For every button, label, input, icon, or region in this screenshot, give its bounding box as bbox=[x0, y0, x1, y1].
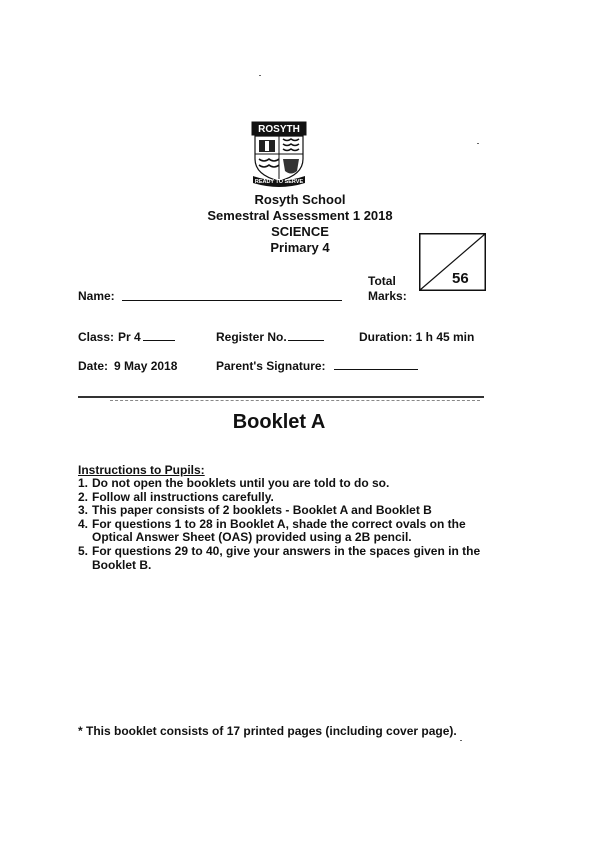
booklet-title: Booklet A bbox=[232, 411, 326, 433]
date-value: 9 May 2018 bbox=[114, 359, 178, 373]
subject-title: SCIENCE bbox=[271, 224, 329, 239]
school-crest-logo bbox=[251, 121, 307, 187]
list-item-text: Follow all instructions carefully. bbox=[92, 489, 274, 504]
exam-title: Semestral Assessment 1 2018 bbox=[207, 208, 393, 223]
list-item-number: 1. bbox=[78, 476, 89, 490]
list-item-text: For questions 29 to 40, give your answers in the spaces given in the Booklet B. bbox=[92, 543, 481, 572]
name-field-line[interactable] bbox=[122, 300, 342, 301]
scan-speck bbox=[460, 740, 462, 741]
date-field bbox=[78, 359, 177, 373]
instructions-heading: Instructions to Pupils: bbox=[78, 463, 205, 477]
duration-label: Duration: 1 h 45 min bbox=[359, 330, 475, 344]
list-item-text: Do not open the booklets until you are told to do so. bbox=[92, 476, 390, 490]
signature-field bbox=[216, 359, 418, 373]
school-name: Rosyth School bbox=[254, 192, 346, 207]
total-marks-label-line2: Marks: bbox=[368, 289, 407, 303]
register-label: Register No. bbox=[216, 330, 287, 344]
name-label: Name: bbox=[78, 289, 115, 303]
scan-speck bbox=[259, 75, 261, 76]
list-item bbox=[78, 477, 498, 491]
list-item-number: 3. bbox=[78, 503, 89, 518]
list-item bbox=[78, 545, 498, 572]
list-item-number: 2. bbox=[78, 489, 89, 504]
list-item-number: 4. bbox=[78, 516, 89, 531]
list-item-number: 5. bbox=[78, 543, 89, 558]
total-marks-label-line1: Total bbox=[368, 274, 396, 288]
class-label: Class: bbox=[78, 330, 115, 344]
section-divider-shadow bbox=[110, 400, 480, 401]
crest-banner-text: ROSYTH bbox=[258, 124, 300, 135]
list-item bbox=[78, 491, 498, 505]
crest-motto-text: READY TO SERVE bbox=[254, 179, 304, 185]
total-marks-label bbox=[368, 274, 407, 304]
date-label: Date: bbox=[78, 359, 109, 373]
total-marks-value: 56 bbox=[452, 270, 469, 287]
section-divider bbox=[78, 396, 484, 398]
list-item bbox=[78, 504, 498, 518]
class-field-line[interactable] bbox=[143, 339, 175, 341]
register-field bbox=[216, 330, 324, 344]
scan-speck bbox=[477, 143, 479, 144]
signature-label: Parent's Signature: bbox=[216, 359, 326, 373]
signature-field-line[interactable] bbox=[334, 368, 418, 370]
list-item bbox=[78, 518, 498, 545]
class-field bbox=[78, 330, 175, 344]
register-field-line[interactable] bbox=[288, 339, 324, 341]
level-title: Primary 4 bbox=[270, 240, 330, 255]
instructions-list bbox=[78, 477, 498, 572]
page-count-note: * This booklet consists of 17 printed pages (including cover page). bbox=[78, 724, 457, 738]
list-item-text: This paper consists of 2 booklets - Booklet A and Booklet B bbox=[92, 503, 432, 518]
class-value: Pr 4 bbox=[118, 330, 141, 344]
list-item-text: For questions 1 to 28 in Booklet A, shade the correct ovals on the Optical Answer Sheet (OAS) provided using a 2B pencil. bbox=[92, 516, 466, 545]
